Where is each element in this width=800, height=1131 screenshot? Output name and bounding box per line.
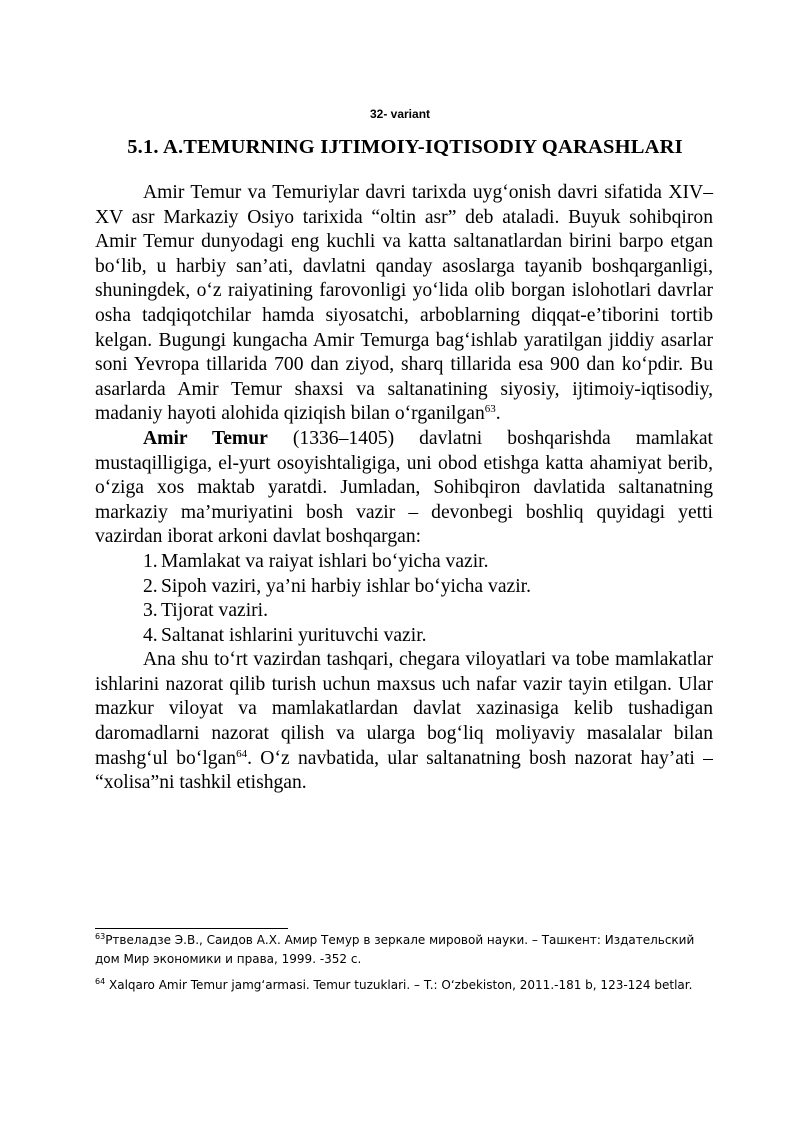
section-title: 5.1. A.TEMURNING IJTIMOIY-IQTISODIY QARASHLARI xyxy=(127,136,683,158)
footnote-ref-63[interactable]: 63 xyxy=(484,403,496,416)
vazir-list xyxy=(95,550,713,648)
paragraph-2-text: (1336–1405) davlatni boshqarishda mamlakat mustaqilligiga, el-yurt osoyishtaligiga, uni obod etishga katta ahamiyat berib, o‘ziga xos maktab yaratdi. Jumladan, Sohibqiron davlatida saltanatning markaziy ma’muriyatini bosh vazir – devonbegi boshliq quyidagi yetti vazirdan iborat arkoni davlat boshqargan: xyxy=(95,427,713,548)
paragraph-1-end: . xyxy=(495,403,501,425)
list-item-text: Sipoh vaziri, ya’ni harbiy ishlar bo‘yicha vazir. xyxy=(161,575,531,597)
list-item xyxy=(143,575,713,600)
footnote-number: 64 xyxy=(95,977,106,986)
paragraph-2-bold: Amir Temur xyxy=(143,427,268,449)
list-item-text: Mamlakat va raiyat ishlari bo‘yicha vazir. xyxy=(161,550,489,572)
list-item-number: 3. xyxy=(143,600,158,622)
footnote-63 xyxy=(95,931,705,969)
paragraph-3-text: Ana shu to‘rt vazirdan tashqari, chegara viloyatlari va tobe mamlakatlar ishlarini nazorat qilib turish uchun maxsus uch nafar vazir tayin etilgan. Ular mazkur viloyat va mamlakatlardan davlat xazinasiga kelib tushadigan daromadlarni nazorat qilish va ularga bog‘liq moliyaviy masalalar bilan mashg‘ul bo‘lgan xyxy=(95,649,713,769)
footnote-ref-64[interactable]: 64 xyxy=(236,747,248,760)
paragraph-3-end: . O‘z navbatida, ular saltanatning bosh nazorat hay’ati – “xolisa”ni tashkil etishgan. xyxy=(95,747,713,794)
list-item xyxy=(143,550,713,575)
paragraph-1-text: Amir Temur va Temuriylar davri tarixda uyg‘onish davri sifatida XIV–XV asr Markaziy Osiyo tarixida “oltin asr” deb ataladi. Buyuk sohibqiron Amir Temur dunyodagi eng kuchli va katta saltanatlardan birini barpo etgan bo‘lib, u harbiy san’ati, davlatni qanday asoslarga tayanib boshqarganligi, shuningdek, o‘z raiyatining farovonligi yo‘lida olib borgan islohotlari davrlar osha tadqiqotchilar hamda siyosatchi, arboblarning diqqat-e’tiborini tortib kelgan. Bugungi kungacha Amir Temurga bag‘ishlab yaratilgan jiddiy asarlar soni Yevropa tillarida 700 dan ziyod, sharq tillarida esa 900 dan ko‘pdir. Bu asarlarda Amir Temur shaxsi va saltanatining siyosiy, ijtimoiy-iqtisodiy, madaniy hayoti alohida qiziqish bilan o‘rganilgan xyxy=(95,182,713,425)
list-item-text: Tijorat vaziri. xyxy=(161,600,269,622)
paragraph-1 xyxy=(95,181,713,427)
footnote-text: Xalqaro Amir Temur jamg‘armasi. Temur tuzuklari. – T.: O‘zbekiston, 2011.-181 b, 123-124 betlar. xyxy=(105,978,693,992)
footnote-64 xyxy=(95,976,705,995)
list-item-number: 4. xyxy=(143,624,158,646)
paragraph-3 xyxy=(95,648,713,796)
list-item-number: 1. xyxy=(143,550,158,572)
variant-label: 32- variant xyxy=(369,107,431,121)
paragraph-2 xyxy=(95,427,713,550)
list-item xyxy=(143,599,713,624)
footnote-text: Ртвеладзе Э.В., Саидов А.Х. Амир Темур в зеркале мировой науки. – Ташкент: Издательский дом Мир экономики и права, 1999. -352 с. xyxy=(95,933,695,966)
list-item-text: Saltanat ishlarini yurituvchi vazir. xyxy=(161,624,427,646)
list-item xyxy=(143,624,713,649)
footnote-number: 63 xyxy=(95,932,106,941)
list-item-number: 2. xyxy=(143,575,158,597)
body-text xyxy=(95,181,713,796)
footnote-divider xyxy=(95,928,288,929)
